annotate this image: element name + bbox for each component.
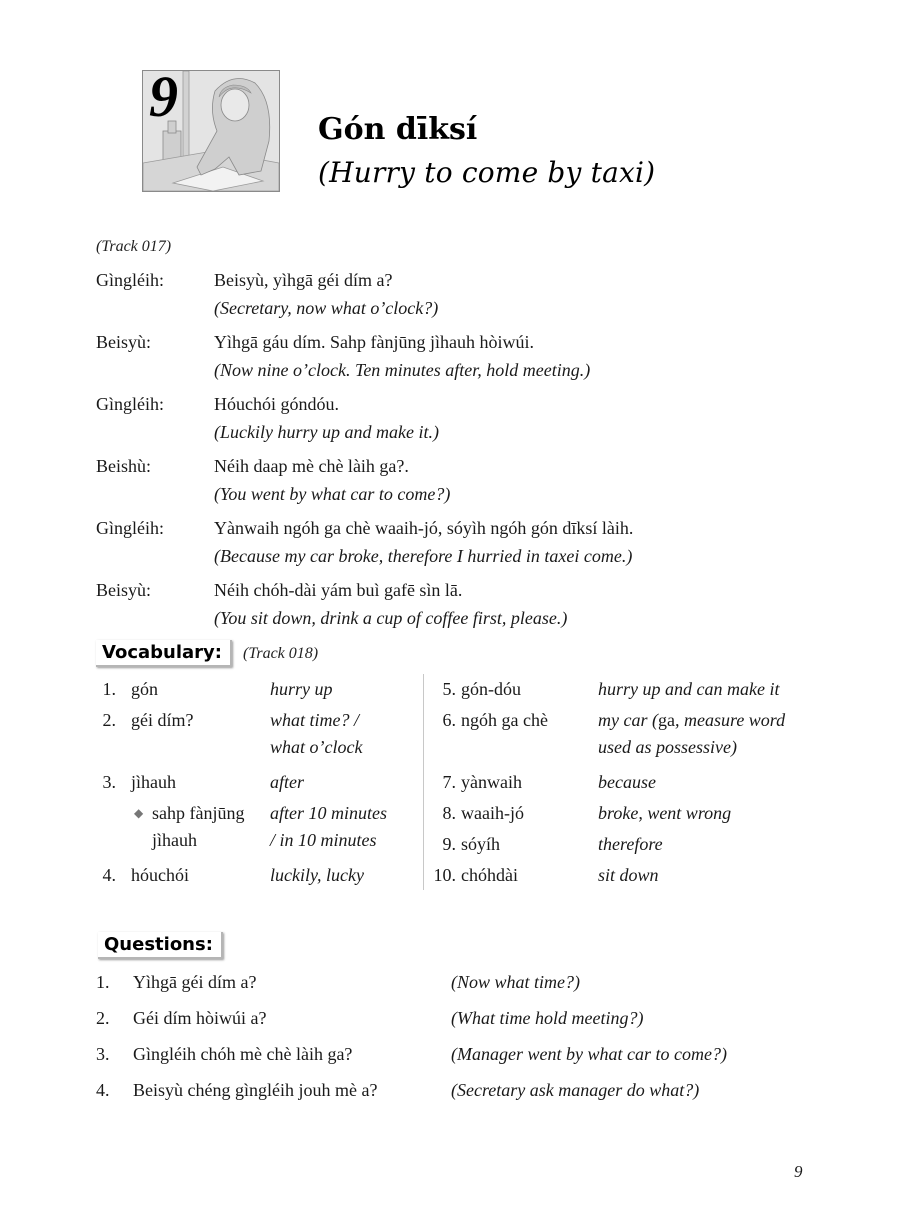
vocab-word: sóyíh: [461, 834, 501, 854]
vocab-meaning: therefore: [598, 834, 663, 854]
vocab-item: [436, 800, 836, 831]
vocabulary-track-label: (Track 018): [243, 645, 319, 662]
vocab-item: [436, 707, 836, 769]
vocab-item: [436, 676, 836, 707]
questions-header: Questions:: [98, 932, 223, 959]
dialogue: [96, 266, 796, 638]
vocab-number: 4.: [102, 865, 116, 885]
vocabulary-column-divider: [423, 674, 424, 890]
lesson-title: Gón dīksí: [318, 112, 478, 147]
question-number: 1.: [96, 972, 110, 992]
vocab-meaning: luckily, lucky: [270, 865, 364, 885]
vocab-word: yànwaih: [461, 772, 522, 792]
vocab-number: 8.: [442, 803, 456, 823]
lesson-illustration: [142, 70, 280, 192]
dialogue-translation: (Luckily hurry up and make it.): [214, 422, 439, 442]
vocab-meaning-roman: ga: [657, 710, 675, 730]
question-item: [96, 1076, 816, 1112]
question-translation: (Now what time?): [451, 972, 580, 992]
vocab-word: géi dím?: [131, 710, 194, 730]
vocab-word: gón-dóu: [461, 679, 521, 699]
vocabulary-right-column: [433, 676, 836, 893]
vocab-number: 1.: [102, 679, 116, 699]
vocab-item: [436, 769, 836, 800]
vocab-meaning: after 10 minutes: [270, 803, 387, 823]
dialogue-text: Néih daap mè chè làih ga?.: [214, 456, 409, 476]
question-number: 4.: [96, 1080, 110, 1100]
vocab-meaning: [598, 707, 785, 734]
question-item: [96, 968, 816, 1004]
vocab-word: hóuchói: [131, 865, 189, 885]
vocab-word-line2: jìhauh: [152, 830, 197, 850]
vocab-item: [96, 707, 416, 769]
vocab-word: sahp fànjūng: [152, 803, 245, 823]
dialogue-line: [96, 266, 796, 322]
dialogue-line: [96, 328, 796, 384]
vocab-word: jìhauh: [131, 772, 176, 792]
question-translation: (Secretary ask manager do what?): [451, 1080, 700, 1100]
lesson-subtitle: (Hurry to come by taxi): [318, 156, 656, 189]
vocab-meaning: after: [270, 772, 304, 792]
dialogue-track-label: (Track 017): [96, 238, 172, 255]
vocab-meaning-post: , measure word: [674, 710, 786, 730]
vocab-meaning-pre: my car (: [598, 710, 658, 730]
vocab-number: 9.: [442, 834, 456, 854]
question-text: Géi dím hòiwúi a?: [133, 1008, 267, 1028]
dialogue-speaker: Gìngléih:: [96, 394, 164, 414]
vocab-number: 10.: [433, 865, 456, 885]
dialogue-text: Néih chóh-dài yám buì gafē sìn lā.: [214, 580, 463, 600]
dialogue-text: Yìhgā gáu dím. Sahp fànjūng jìhauh hòiwúi.: [214, 332, 534, 352]
vocab-meaning-line2: what o’clock: [270, 737, 363, 757]
vocab-word: gón: [131, 679, 158, 699]
dialogue-text: Hóuchói góndóu.: [214, 394, 339, 414]
vocab-number: 7.: [442, 772, 456, 792]
dialogue-line: [96, 576, 796, 632]
dialogue-speaker: Gìngléih:: [96, 518, 164, 538]
vocab-word: chóhdài: [461, 865, 518, 885]
vocab-meaning: hurry up: [270, 679, 333, 699]
question-translation: (Manager went by what car to come?): [451, 1044, 727, 1064]
question-number: 3.: [96, 1044, 110, 1064]
vocab-meaning: hurry up and can make it: [598, 679, 780, 699]
vocab-item: [96, 676, 416, 707]
question-number: 2.: [96, 1008, 110, 1028]
dialogue-translation: (Now nine o’clock. Ten minutes after, hold meeting.): [214, 360, 591, 380]
vocab-meaning-line2: / in 10 minutes: [270, 830, 377, 850]
vocab-word: waaih-jó: [461, 803, 524, 823]
vocab-meaning: sit down: [598, 865, 659, 885]
dialogue-translation: (You went by what car to come?): [214, 484, 451, 504]
vocab-number: 5.: [442, 679, 456, 699]
dialogue-speaker: Beishù:: [96, 456, 152, 476]
dialogue-line: [96, 452, 796, 508]
lesson-number: 9: [149, 70, 178, 129]
question-text: Beisyù chéng gìngléih jouh mè a?: [133, 1080, 378, 1100]
vocab-meaning: what time? /: [270, 710, 359, 730]
question-item: [96, 1004, 816, 1040]
question-translation: (What time hold meeting?): [451, 1008, 644, 1028]
vocab-word: ngóh ga chè: [461, 710, 548, 730]
vocab-item: [436, 831, 836, 862]
dialogue-speaker: Gìngléih:: [96, 270, 164, 290]
vocab-number: 2.: [102, 710, 116, 730]
vocab-item: [433, 862, 836, 893]
dialogue-translation: (Because my car broke, therefore I hurried in taxei come.): [214, 546, 633, 566]
vocabulary-header: Vocabulary:: [96, 640, 232, 667]
vocab-item: [96, 769, 416, 800]
dialogue-translation: (Secretary, now what o’clock?): [214, 298, 439, 318]
question-text: Yìhgā géi dím a?: [133, 972, 257, 992]
vocab-number: 6.: [442, 710, 456, 730]
dialogue-text: Beisyù, yìhgā géi dím a?: [214, 270, 393, 290]
dialogue-speaker: Beisyù:: [96, 580, 152, 600]
dialogue-translation: (You sit down, drink a cup of coffee first, please.): [214, 608, 568, 628]
vocab-number: 3.: [102, 772, 116, 792]
questions-list: [96, 968, 816, 1112]
diamond-bullet-icon: ◆: [134, 806, 144, 820]
vocab-item: [96, 862, 416, 893]
question-text: Gìngléih chóh mè chè làih ga?: [133, 1044, 353, 1064]
vocabulary-left-column: [96, 676, 416, 893]
dialogue-line: [96, 514, 796, 570]
page-number: 9: [794, 1162, 803, 1181]
dialogue-line: [96, 390, 796, 446]
vocab-meaning-line2: used as possessive): [598, 737, 737, 757]
vocab-subitem: [96, 800, 416, 862]
dialogue-text: Yànwaih ngóh ga chè waaih-jó, sóyìh ngóh gón dīksí làih.: [214, 518, 634, 538]
dialogue-speaker: Beisyù:: [96, 332, 152, 352]
question-item: [96, 1040, 816, 1076]
vocab-meaning: because: [598, 772, 656, 792]
vocab-meaning: broke, went wrong: [598, 803, 732, 823]
